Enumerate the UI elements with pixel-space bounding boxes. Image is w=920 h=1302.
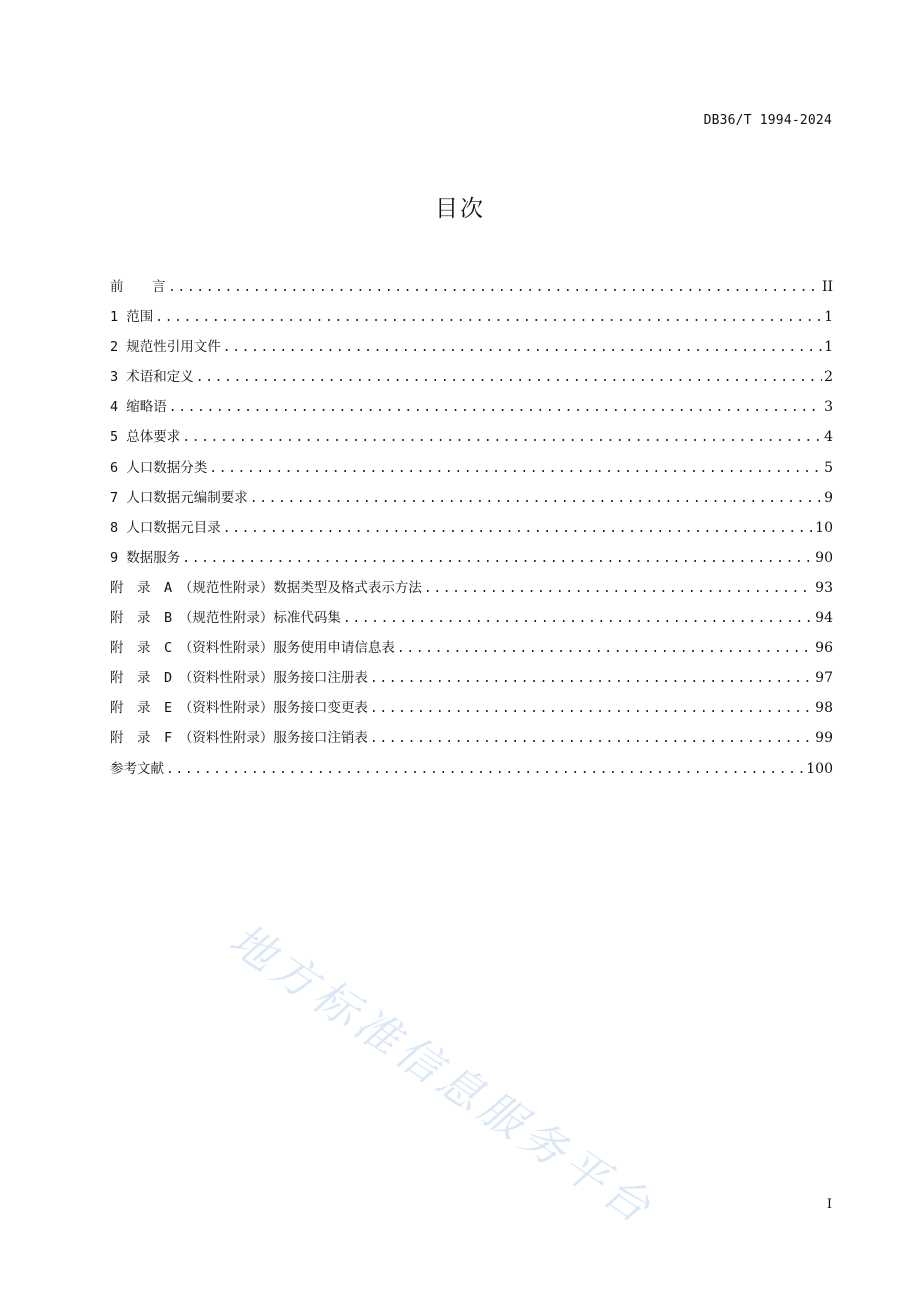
toc-entry-label: 3 术语和定义: [110, 369, 194, 386]
table-of-contents: [110, 276, 833, 788]
toc-entry-page: 5: [824, 459, 833, 476]
toc-leader-dots: [166, 759, 804, 781]
page-title: 目次: [435, 196, 485, 222]
toc-entry-page: 3: [824, 399, 833, 416]
toc-entry-label: 前 言: [110, 279, 166, 295]
toc-entry-page: 2: [824, 369, 833, 386]
toc-entry-page: 100: [806, 760, 833, 777]
toc-entry-label: 7 人口数据元编制要求: [110, 489, 248, 506]
toc-entry-page: 9: [824, 489, 833, 506]
toc-entry-page: 1: [824, 309, 833, 326]
toc-leader-dots: [223, 518, 813, 540]
page-number: I: [826, 1197, 832, 1212]
toc-entry-appendix-d[interactable]: [110, 667, 833, 697]
toc-entry-general-requirements[interactable]: [110, 426, 833, 456]
toc-entry-abbreviations[interactable]: [110, 396, 833, 426]
toc-leader-dots: [424, 578, 813, 600]
toc-entry-label: 1 范围: [110, 309, 154, 326]
toc-entry-page: 10: [815, 519, 833, 536]
toc-entry-label: 附 录 E （资料性附录）服务接口变更表: [110, 700, 368, 717]
toc-leader-dots: [343, 608, 813, 630]
toc-entry-population-data-classification[interactable]: [110, 457, 833, 487]
toc-entry-label: 附 录 A （规范性附录）数据类型及格式表示方法: [110, 579, 422, 596]
toc-entry-appendix-a[interactable]: [110, 577, 833, 607]
toc-leader-dots: [168, 277, 820, 299]
toc-entry-appendix-c[interactable]: [110, 637, 833, 667]
toc-leader-dots: [182, 548, 813, 570]
toc-leader-dots: [370, 698, 813, 720]
toc-entry-scope[interactable]: [110, 306, 833, 336]
toc-entry-page: 97: [815, 670, 833, 687]
toc-entry-label: 9 数据服务: [110, 549, 181, 566]
toc-entry-page: 90: [815, 549, 833, 566]
toc-entry-page: 94: [815, 610, 833, 627]
toc-entry-label: 附 录 C （资料性附录）服务使用申请信息表: [110, 640, 395, 657]
toc-leader-dots: [250, 488, 822, 510]
toc-entry-data-element-catalog[interactable]: [110, 517, 833, 547]
toc-entry-page: 99: [815, 730, 833, 747]
toc-entry-label: 2 规范性引用文件: [110, 339, 221, 356]
toc-entry-page: 1: [824, 339, 833, 356]
toc-entry-foreword[interactable]: [110, 276, 833, 306]
toc-leader-dots: [169, 397, 822, 419]
toc-entry-terms-definitions[interactable]: [110, 366, 833, 396]
toc-entry-page: 93: [815, 579, 833, 596]
toc-entry-label: 8 人口数据元目录: [110, 519, 221, 536]
toc-entry-appendix-b[interactable]: [110, 607, 833, 637]
toc-entry-label: 参考文献: [110, 760, 164, 777]
toc-entry-data-element-compilation[interactable]: [110, 487, 833, 517]
toc-entry-page: 4: [824, 429, 833, 446]
document-code: DB36/T 1994-2024: [703, 113, 832, 128]
toc-leader-dots: [397, 638, 813, 660]
toc-entry-label: 附 录 B （规范性附录）标准代码集: [110, 610, 341, 627]
toc-entry-label: 6 人口数据分类: [110, 459, 208, 476]
toc-entry-page: II: [821, 279, 833, 295]
toc-leader-dots: [370, 668, 813, 690]
toc-entry-label: 附 录 D （资料性附录）服务接口注册表: [110, 670, 368, 687]
toc-entry-appendix-e[interactable]: [110, 697, 833, 727]
toc-leader-dots: [155, 307, 822, 329]
toc-entry-label: 4 缩略语: [110, 399, 167, 416]
toc-entry-label: 附 录 F （资料性附录）服务接口注销表: [110, 730, 368, 747]
toc-entry-data-services[interactable]: [110, 547, 833, 577]
toc-leader-dots: [209, 458, 822, 480]
toc-leader-dots: [196, 367, 822, 389]
watermark: 地方标准信息服务平台: [220, 914, 664, 1236]
toc-leader-dots: [182, 427, 822, 449]
toc-entry-bibliography[interactable]: [110, 758, 833, 788]
toc-leader-dots: [223, 337, 822, 359]
toc-entry-normative-references[interactable]: [110, 336, 833, 366]
toc-entry-page: 98: [815, 700, 833, 717]
toc-entry-label: 5 总体要求: [110, 429, 181, 446]
toc-entry-page: 96: [815, 640, 833, 657]
toc-entry-appendix-f[interactable]: [110, 727, 833, 757]
toc-leader-dots: [370, 728, 813, 750]
